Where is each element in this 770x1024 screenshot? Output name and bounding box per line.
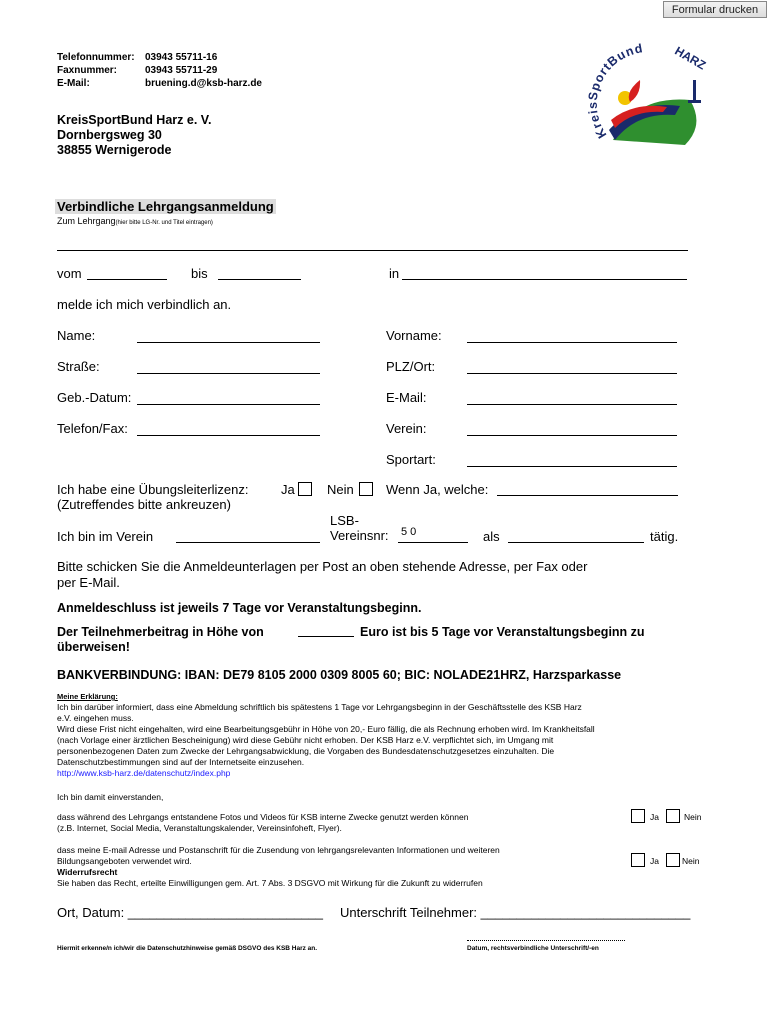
name-field[interactable] — [137, 342, 320, 343]
unterschrift-field[interactable]: Unterschrift Teilnehmer: _____________________________ — [340, 905, 691, 920]
als-label: als — [483, 529, 500, 544]
email-field-label: E-Mail: — [386, 390, 427, 405]
email-label: E-Mail: — [57, 78, 90, 89]
verein-name-field[interactable] — [176, 542, 320, 543]
fotos-nein-checkbox[interactable] — [666, 809, 680, 823]
logo-figure-icon — [629, 80, 640, 102]
fax-label: Faxnummer: — [57, 65, 118, 76]
vom-field[interactable] — [87, 279, 167, 280]
lizenz-ja-label: Ja — [281, 482, 295, 497]
in-field[interactable] — [402, 279, 687, 280]
address-line-1: KreisSportBund Harz e. V. — [57, 113, 212, 127]
verein-label: Verein: — [386, 421, 427, 436]
vorname-field[interactable] — [467, 342, 677, 343]
hiermit-text: Hiermit erkenne/n ich/wir die Datenschutzhinweise gemäß DSGVO des KSB Harz an. — [57, 945, 318, 952]
erklaerung-heading: Meine Erklärung: — [57, 692, 118, 701]
taetig-label: tätig. — [650, 529, 679, 544]
fotos-ja-label: Ja — [650, 812, 659, 822]
vom-label: vom — [57, 266, 82, 281]
uebungsleiter-label: Ich habe eine Übungsleiterlizenz: — [57, 482, 249, 497]
mail-ja-checkbox[interactable] — [631, 853, 645, 867]
form-subtitle: Zum Lehrgang(hier bitte LG-Nr. und Titel eintragen) — [57, 216, 213, 226]
beitrag-text-2: Euro ist bis 5 Tage vor Veranstaltungsbeginn zu — [360, 625, 645, 639]
zutreffendes-hint: (Zutreffendes bitte ankreuzen) — [57, 497, 231, 512]
lehrgang-field[interactable] — [57, 250, 688, 251]
email-value: bruening.d@ksb-harz.de — [145, 78, 262, 89]
phone-label: Telefonnummer: — [57, 52, 135, 63]
strasse-label: Straße: — [57, 359, 100, 374]
name-label: Name: — [57, 328, 96, 343]
datenschutz-link[interactable]: http://www.ksb-harz.de/datenschutz/index.php — [57, 768, 231, 778]
mail-ja-label: Ja — [650, 856, 659, 866]
anmeldeschluss-text: Anmeldeschluss ist jeweils 7 Tage vor Veranstaltungsbeginn. — [57, 601, 422, 615]
geb-datum-label: Geb.-Datum: — [57, 390, 132, 405]
widerruf-heading: Widerrufsrecht — [57, 867, 118, 877]
lizenz-ja-checkbox[interactable] — [298, 482, 312, 496]
als-field[interactable] — [508, 542, 644, 543]
vorname-label: Vorname: — [386, 328, 442, 343]
lsb-field[interactable] — [398, 542, 468, 543]
mail-nein-label: Nein — [682, 856, 700, 866]
lizenz-nein-checkbox[interactable] — [359, 482, 373, 496]
bis-field[interactable] — [218, 279, 301, 280]
ksb-harz-logo — [585, 40, 715, 150]
signature-line[interactable] — [467, 940, 625, 941]
erklaerung-block: Meine Erklärung: Ich bin darüber informiert, dass eine Abmeldung schriftlich bis spätestens 1 Tage vor Lehrgangsbeginn in der Geschäftsstelle des KSB Harz e.V. eingehen muss. Wird diese Frist nicht eingehalten, wird eine Bearbeitungsgebühr in Höhe von 20,- Euro fällig, die als Rechnung erhoben wird. Im Krankheitsfall (nach Vorlage einer ärztlichen Bescheinigung) wird diese Gebühr nicht erhoben. Der KSB Harz e.V. verpflichtet sich, im Umgang mit personenbezogenen Daten zum Zwecke der Lehrgangsabwicklung, die Vorgaben des Bundesdatenschutzgesetzes einzuhalten. Die Datenschutzbestimmungen sind auf der Internetseite einzusehen. http://www.ksb-harz.de/datenschutz/index.php — [57, 691, 717, 779]
form-title: Verbindliche Lehrgangsanmeldung — [57, 199, 274, 214]
phone-value: 03943 55711-16 — [145, 52, 218, 63]
fotos-ja-checkbox[interactable] — [631, 809, 645, 823]
print-form-button[interactable]: Formular drucken — [663, 1, 767, 18]
address-line-3: 38855 Wernigerode — [57, 143, 172, 157]
lizenz-nein-label: Nein — [327, 482, 354, 497]
schicken-text: Bitte schicken Sie die Anmeldeunterlagen per Post an oben stehende Adresse, per Fax oder per E-Mail. — [57, 559, 588, 590]
wenn-ja-label: Wenn Ja, welche: — [386, 482, 489, 497]
fotos-consent-text: dass während des Lehrgangs entstandene Fotos und Videos für KSB interne Zwecke genutzt werden können (z.B. Internet, Social Media, Veranstaltungskalender, Vereinsinfoheft, Flyer). — [57, 812, 469, 833]
verein-field[interactable] — [467, 435, 677, 436]
mail-consent-text: dass meine E-mail Adresse und Postanschrift für die Zusendung von lehrgangsrelevanten Informationen und weiteren Bildungsangeboten verwendet wird. Widerrufsrecht Sie haben das Recht, erteilte Einwilligungen gem. Art. 7 Abs. 3 DSGVO mit Wirkung für die Zukunft zu widerrufen — [57, 845, 500, 888]
verein-intro-label: Ich bin im Verein — [57, 529, 154, 544]
datum-unterschrift-caption: Datum, rechtsverbindliche Unterschrift/-en — [467, 945, 599, 952]
sportart-field[interactable] — [467, 466, 677, 467]
address-block — [57, 113, 211, 158]
beitrag-text-1: Der Teilnehmerbeitrag in Höhe von — [57, 625, 264, 639]
widerruf-text: Sie haben das Recht, erteilte Einwilligungen gem. Art. 7 Abs. 3 DSGVO mit Wirkung für die Zukunft zu widerrufen — [57, 878, 483, 888]
melde-text: melde ich mich verbindlich an. — [57, 297, 232, 312]
telefon-label: Telefon/Fax: — [57, 421, 128, 436]
logo-tower-icon — [693, 80, 696, 102]
bank-text: BANKVERBINDUNG: IBAN: DE79 8105 2000 0309 8005 60; BIC: NOLADE21HRZ, Harzsparkasse — [57, 668, 622, 682]
beitrag-text-3: überweisen! — [57, 640, 130, 654]
plz-field[interactable] — [467, 373, 677, 374]
logo-harz-text: HARZ — [672, 43, 709, 73]
logo-arc-text: KreisSportBund — [585, 41, 645, 141]
mail-nein-checkbox[interactable] — [666, 853, 680, 867]
address-line-2: Dornbergsweg 30 — [57, 128, 162, 142]
in-label: in — [389, 266, 400, 281]
lsb-label: LSB- Vereinsnr: — [330, 513, 389, 543]
lsb-value: 5 0 — [401, 526, 417, 538]
plz-label: PLZ/Ort: — [386, 359, 436, 374]
sportart-label: Sportart: — [386, 452, 436, 467]
bis-label: bis — [191, 266, 208, 281]
beitrag-field[interactable] — [298, 636, 354, 637]
fax-value: 03943 55711-29 — [145, 65, 218, 76]
fotos-nein-label: Nein — [684, 812, 702, 822]
strasse-field[interactable] — [137, 373, 320, 374]
geb-datum-field[interactable] — [137, 404, 320, 405]
contact-block — [57, 51, 262, 90]
email-field[interactable] — [467, 404, 677, 405]
subtitle-hint: (hier bitte LG-Nr. und Titel eintragen) — [115, 220, 213, 226]
ort-datum-field[interactable]: Ort, Datum: ___________________________ — [57, 905, 323, 920]
einverstanden-text: Ich bin damit einverstanden, — [57, 792, 164, 802]
telefon-field[interactable] — [137, 435, 320, 436]
wenn-ja-field[interactable] — [497, 495, 678, 496]
